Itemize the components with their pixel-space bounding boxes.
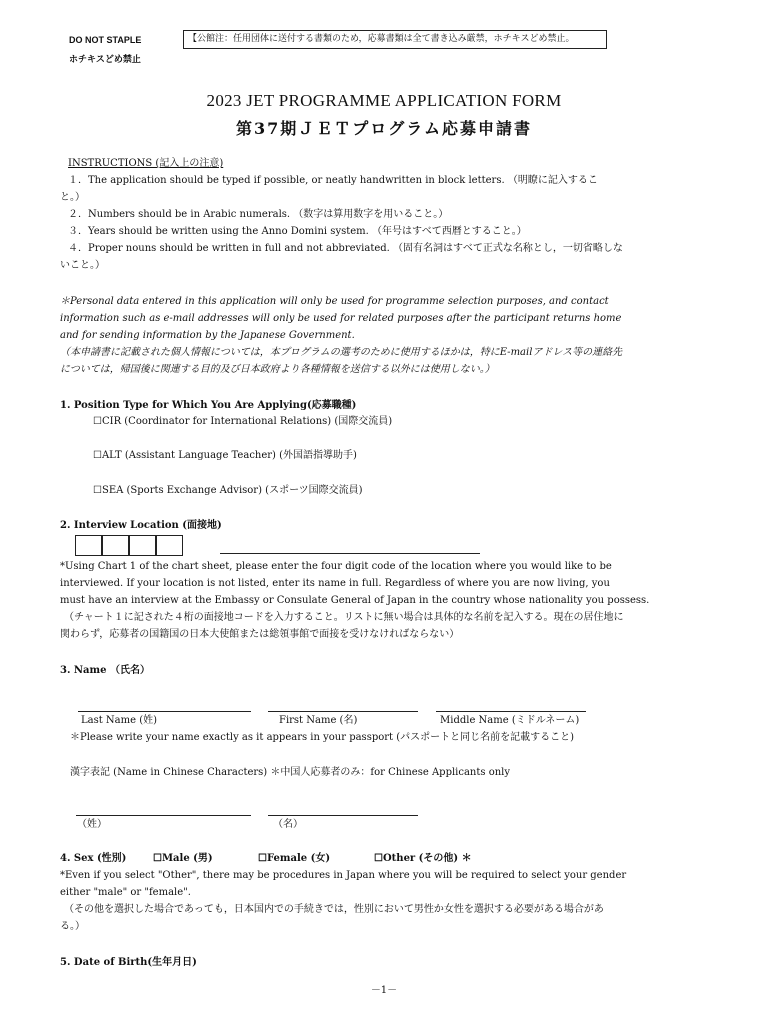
section2-note-line: *Using Chart 1 of the chart sheet, please enter the four digit code of the location where you would like to be [60,561,612,572]
do-not-staple-label: DO NOT STAPLE [69,35,142,45]
position-option-alt[interactable]: ☐ALT (Assistant Language Teacher) (外国語指導助手) [93,450,357,461]
position-option-sea[interactable]: ☐SEA (Sports Exchange Advisor) (スポーツ国際交流員) [93,485,363,496]
location-code-box-1[interactable] [75,535,102,556]
kanji-name-label: 漢字表記 (Name in Chinese Characters) ＊中国人応募者のみ：for Chinese Applicants only [70,767,511,778]
section2-note-line: interviewed. If your location is not listed, enter its name in full. Regardless of where you are now living, you [60,578,610,589]
privacy-line: ＊Personal data entered in this application will only be used for programme selection purposes, and contact [60,296,609,307]
section1-heading: 1. Position Type for Which You Are Applying(応募職種) [60,400,357,411]
instruction-item: いこと。） [60,260,105,271]
location-name-line[interactable] [220,553,480,554]
sei-label: （姓） [77,819,107,830]
section2-note-line: must have an interview at the Embassy or Consulate General of Japan in the country whose nationality you possess. [60,595,650,606]
privacy-line: （本申請書に記載された個人情報については，本プログラムの選考のために使用するほかは，特にE-mailアドレス等の連絡先 [60,347,623,358]
section2-heading: 2. Interview Location (面接地) [60,520,222,531]
privacy-line: information such as e-mail addresses will only be used for related purposes after the participant returns home [60,313,622,324]
privacy-line: については，帰国後に関連する目的及び日本政府より各種情報を送信する以外には使用しない。） [60,364,495,375]
section2-note [60,558,720,643]
position-option-cir[interactable]: ☐CIR (Coordinator for International Relations) (国際交流員) [93,416,393,427]
middle-name-label: Middle Name (ミドルネーム) [440,715,580,726]
instruction-item: ３．Years should be written using the Anno Domini system. （年号はすべて西暦とすること。） [68,226,527,237]
instructions-heading: INSTRUCTIONS (記入上の注意) [68,158,224,169]
instruction-item: ２．Numbers should be in Arabic numerals. （数字は算用数字を用いること。） [68,209,449,220]
privacy-note [60,293,720,378]
section2-note-line: 関わらず，応募者の国籍国の日本大使館または総領事館で面接を受けなければならない） [60,629,460,640]
do-not-staple-jp-label: ホチキスどめ禁止 [69,55,141,65]
section4-note [60,867,720,935]
instructions-list [60,172,720,274]
location-code-box-4[interactable] [156,535,183,556]
last-name-label: Last Name (姓) [81,715,158,726]
privacy-line: and for sending information by the Japanese Government. [60,330,355,341]
mei-label: （名） [273,819,303,830]
notice-box: 【公館注：任用団体に送付する書類のため，応募書類は全て書き込み厳禁，ホチキスどめ禁止。 [183,30,607,49]
location-code-box-3[interactable] [129,535,156,556]
sex-option-other[interactable]: ☐Other (その他) ＊ [374,853,472,864]
sex-option-female[interactable]: ☐Female (女) [258,853,331,864]
section4-heading: 4. Sex (性別) [60,853,127,864]
section4-note-line: る。） [60,921,85,932]
section4-note-line: *Even if you select "Other", there may be procedures in Japan where you will be required to select your gender [60,870,627,881]
form-title-jp: 第37期ＪＥＴプログラム応募申請書 [235,119,533,138]
page-number: －1－ [370,985,398,996]
instruction-item: １．The application should be typed if possible, or neatly handwritten in block letters. （明瞭に記入するこ [68,175,598,186]
sex-option-male[interactable]: ☐Male (男) [153,853,213,864]
section4-note-line: （その他を選択した場合であっても，日本国内での手続きでは，性別において男性か女性を選択する必要がある場合があ [64,904,604,915]
section5-heading: 5. Date of Birth(生年月日) [60,957,197,968]
section4-note-line: either "male" or "female". [60,887,191,898]
section2-note-line: （チャート１に記された４桁の面接地コードを入力すること。リストに無い場合は具体的な名前を記入する。現在の居住地に [64,612,624,623]
instruction-item: と。） [60,192,85,203]
instruction-item: ４．Proper nouns should be written in full and not abbreviated. （固有名詞はすべて正式な名称とし，一切省略しな [68,243,623,254]
passport-note: ＊Please write your name exactly as it appears in your passport (パスポートと同じ名前を記載すること) [70,732,575,743]
first-name-label: First Name (名) [279,715,358,726]
location-code-box-2[interactable] [102,535,129,556]
section3-heading: 3. Name （氏名） [60,665,150,676]
form-title: 2023 JET PROGRAMME APPLICATION FORM [206,91,562,110]
